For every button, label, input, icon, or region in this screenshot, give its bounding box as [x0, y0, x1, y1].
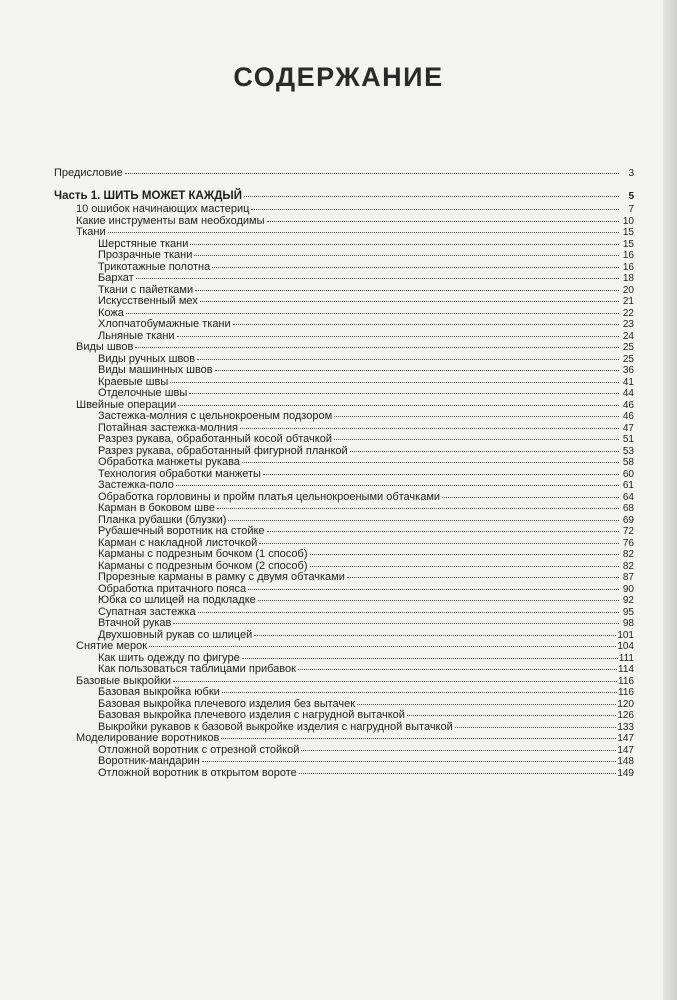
toc-entry-page: 69: [622, 514, 634, 526]
dot-leader: [258, 600, 619, 601]
toc-entry-page: 98: [622, 618, 634, 629]
dot-leader: [173, 623, 619, 624]
dot-leader: [263, 474, 619, 475]
toc-entry: [54, 526, 634, 538]
dot-leader: [212, 267, 619, 268]
toc-entry-label: Карман в боковом шве: [98, 502, 215, 514]
page-title: СОДЕРЖАНИЕ: [233, 62, 444, 92]
toc-entry-page: 87: [622, 572, 634, 583]
dot-leader: [259, 543, 619, 544]
toc-entry: [54, 687, 634, 699]
toc-entry-label: Моделирование воротников: [76, 732, 220, 744]
toc-entry-label: Двухшовный рукав со шлицей: [98, 628, 253, 641]
toc-entry-label: Базовая выкройка юбки: [98, 686, 220, 698]
toc-entry-label: Снятие мерок: [76, 640, 148, 652]
toc-entry: [54, 273, 634, 285]
toc-entry-page: 51: [622, 434, 634, 445]
toc-entry: [54, 227, 634, 239]
toc-entry-label: Обработка горловины и пройм платья цельнокроеными обтачками: [98, 490, 441, 503]
dot-leader: [251, 209, 619, 210]
dot-leader: [108, 232, 619, 233]
dot-leader: [357, 704, 616, 705]
dot-leader: [310, 554, 620, 555]
toc-entry: [54, 250, 634, 262]
toc-entry-page: 149: [617, 767, 634, 779]
toc-entry-label: Краевые швы: [98, 375, 169, 388]
toc-entry-label: Прорезные карманы в рамку с двумя обтачками: [98, 571, 345, 583]
dot-leader: [221, 738, 616, 739]
toc-entry-page: 36: [622, 365, 634, 376]
toc-entry-label: Ткани: [76, 226, 106, 238]
toc-entry: [54, 457, 634, 469]
toc-entry-label: Супатная застежка: [98, 605, 196, 618]
toc-entry-label: Втачной рукав: [98, 617, 172, 629]
toc-entry-page: 47: [622, 422, 634, 434]
toc-entry: [54, 480, 634, 492]
dot-leader: [177, 336, 619, 337]
toc-entry-label: Отложной воротник в открытом вороте: [98, 766, 297, 779]
toc-entry-page: 24: [622, 330, 634, 342]
toc-entry-page: 20: [622, 284, 634, 296]
toc-entry-page: 18: [622, 273, 634, 284]
toc-entry-page: 41: [622, 376, 634, 388]
toc-entry: [54, 768, 634, 780]
dot-leader: [176, 485, 619, 486]
dot-leader: [170, 382, 619, 383]
toc-entry-label: Карман с накладной листочкой: [98, 536, 258, 549]
toc-entry-page: 114: [618, 664, 634, 675]
toc-entry-page: 101: [617, 629, 634, 641]
toc-entry-page: 147: [617, 744, 634, 756]
dot-leader: [215, 370, 619, 371]
toc-entry-page: 147: [617, 733, 634, 744]
toc-entry-label: Выкройки рукавов к базовой выкройке изделия с нагрудной вытачкой: [98, 720, 453, 733]
dot-leader: [125, 173, 619, 174]
dot-leader: [267, 221, 619, 222]
dot-leader: [135, 347, 619, 348]
toc-entry-label: Технология обработки манжеты: [98, 467, 261, 480]
toc-entry-label: Какие инструменты вам необходимы: [76, 214, 265, 227]
toc-entry-page: 7: [628, 204, 634, 215]
toc-entry: [54, 710, 634, 722]
toc-entry: [54, 342, 634, 354]
dot-leader: [189, 393, 619, 394]
toc-entry-page: 104: [617, 641, 634, 652]
toc-entry-label: Как шить одежду по фигуре: [98, 651, 240, 664]
toc-entry: [54, 296, 634, 308]
dot-leader: [407, 715, 616, 716]
toc-entry-page: 46: [622, 399, 634, 411]
toc-entry-page: 64: [622, 491, 634, 503]
dot-leader: [310, 566, 620, 567]
toc-entry-page: 111: [618, 652, 634, 664]
toc-entry-label: Разрез рукава, обработанный фигурной планкой: [98, 444, 348, 457]
toc-entry-label: Хлопчатобумажные ткани: [98, 318, 231, 330]
toc-entry: [54, 572, 634, 584]
page-edge: [663, 0, 677, 1000]
toc-entry-page: 82: [622, 560, 634, 572]
dot-leader: [217, 508, 619, 509]
toc-entry-label: Карманы с подрезным бочком (1 способ): [98, 548, 308, 560]
dot-leader: [190, 244, 619, 245]
toc-entry-page: 116: [618, 675, 634, 687]
toc-entry-label: Застежка-поло: [98, 479, 174, 491]
dot-leader: [126, 313, 619, 314]
toc-entry-page: 126: [617, 710, 634, 721]
dot-leader: [197, 359, 619, 360]
dot-leader: [202, 761, 617, 762]
toc-entry-label: Рубашечный воротник на стойке: [98, 525, 265, 537]
toc-entry-page: 148: [617, 756, 634, 767]
toc-entry-page: 25: [622, 342, 634, 353]
toc-entry-page: 116: [618, 687, 634, 698]
toc-entry: [54, 262, 634, 274]
toc-entry-label: Бархат: [98, 272, 134, 284]
dot-leader: [198, 612, 619, 613]
toc-entry-label: Как пользоваться таблицами прибавок: [98, 663, 296, 675]
toc-entry: [54, 434, 634, 446]
dot-leader: [334, 416, 619, 417]
dot-leader: [242, 658, 618, 659]
toc-entry: [54, 503, 634, 515]
toc-entry-page: 16: [622, 261, 634, 273]
dot-leader: [222, 692, 617, 693]
toc-entry: [54, 204, 634, 216]
toc-entry-label: Потайная застежка-молния: [98, 421, 238, 434]
toc-entry-label: Предисловие: [54, 167, 123, 179]
toc-entry-label: Застежка-молния с цельнокроеным подзором: [98, 410, 333, 422]
toc-entry: [54, 191, 634, 203]
toc-entry-label: Часть 1. ШИТЬ МОЖЕТ КАЖДЫЙ: [54, 190, 242, 202]
toc-entry-label: Трикотажные полотна: [98, 260, 211, 273]
toc-entry-label: Искусственный мех: [98, 295, 198, 307]
toc-entry: [54, 618, 634, 630]
toc-entry-page: 53: [622, 445, 634, 457]
dot-leader: [267, 531, 619, 532]
toc-entry-label: Базовая выкройка плечевого изделия без вытачек: [98, 697, 356, 710]
toc-entry-page: 16: [622, 250, 634, 261]
dot-leader: [334, 439, 619, 440]
toc-entry-page: 10: [622, 215, 634, 227]
dot-leader: [442, 497, 619, 498]
dot-leader: [242, 462, 619, 463]
dot-leader: [178, 405, 619, 406]
toc-entry-label: Виды машинных швов: [98, 364, 213, 376]
dot-leader: [200, 301, 619, 302]
toc-entry: [54, 216, 634, 228]
toc-entry-page: 46: [622, 411, 634, 422]
toc-entry-label: Шерстяные ткани: [98, 237, 189, 250]
toc-entry-label: Базовые выкройки: [76, 674, 172, 687]
toc-entry: [54, 365, 634, 377]
toc-entry-label: Кожа: [98, 306, 124, 319]
toc-entry-page: 60: [622, 468, 634, 480]
toc-entry-label: Карманы с подрезным бочком (2 способ): [98, 559, 308, 572]
dot-leader: [347, 577, 619, 578]
dot-leader: [244, 196, 619, 197]
dot-leader: [194, 255, 619, 256]
toc-entry: [54, 664, 634, 676]
toc-entry-label: Разрез рукава, обработанный косой обтачкой: [98, 433, 332, 445]
toc-entry-page: 90: [622, 583, 634, 595]
toc-entry-page: 25: [622, 353, 634, 365]
toc-entry-page: 23: [622, 319, 634, 330]
toc-entry-page: 82: [622, 549, 634, 560]
toc-entry: [54, 411, 634, 423]
toc-entry-label: Прозрачные ткани: [98, 249, 193, 261]
toc-entry-label: Ткани с пайетками: [98, 283, 194, 296]
dot-leader: [233, 324, 619, 325]
toc-entry-page: 133: [617, 721, 634, 733]
toc-entry-label: Юбка со шлицей на подкладке: [98, 594, 256, 606]
dot-leader: [455, 727, 617, 728]
dot-leader: [149, 646, 616, 647]
toc-entry-page: 21: [622, 296, 634, 307]
toc-entry-page: 92: [622, 595, 634, 606]
toc-entry-label: Воротник-мандарин: [98, 755, 200, 767]
toc-entry-page: 44: [622, 388, 634, 399]
toc-entry: [54, 733, 634, 745]
toc-entry-page: 15: [622, 238, 634, 250]
toc-entry-label: Планка рубашки (блузки): [98, 513, 227, 526]
toc-entry-page: 95: [622, 606, 634, 618]
dot-leader: [228, 520, 619, 521]
toc-entry-label: Отложной воротник с отрезной стойкой: [98, 743, 300, 756]
toc-entry-page: 68: [622, 503, 634, 514]
dot-leader: [195, 290, 619, 291]
toc-entry-label: Виды ручных швов: [98, 352, 196, 365]
toc-entry: [54, 331, 634, 343]
toc-entry-label: Базовая выкройка плечевого изделия с нагрудной вытачкой: [98, 709, 405, 721]
toc-entry-label: Обработка манжеты рукава: [98, 456, 240, 468]
toc-entry-page: 15: [622, 227, 634, 238]
dot-leader: [254, 635, 616, 636]
table-of-contents: [54, 168, 634, 779]
dot-leader: [136, 278, 619, 279]
toc-entry-page: 3: [628, 168, 634, 179]
toc-entry-page: 120: [617, 698, 634, 710]
toc-entry-page: 22: [622, 307, 634, 319]
toc-entry: [54, 168, 634, 180]
toc-entry-page: 72: [622, 526, 634, 537]
toc-entry: [54, 756, 634, 768]
toc-entry-label: Отделочные швы: [98, 387, 188, 399]
dot-leader: [301, 750, 616, 751]
toc-entry-label: Обработка притачного пояса: [98, 582, 247, 595]
toc-entry-label: Виды швов: [76, 341, 134, 353]
dot-leader: [350, 451, 619, 452]
dot-leader: [299, 773, 617, 774]
dot-leader: [240, 428, 619, 429]
toc-entry-page: 76: [622, 537, 634, 549]
toc-entry-page: 61: [622, 480, 634, 491]
dot-leader: [248, 589, 619, 590]
toc-entry: [54, 549, 634, 561]
dot-leader: [173, 681, 617, 682]
toc-entry-page: 5: [628, 191, 634, 202]
toc-entry-label: 10 ошибок начинающих мастериц: [76, 203, 250, 215]
toc-entry: [54, 595, 634, 607]
toc-entry: [54, 388, 634, 400]
toc-entry-label: Льняные ткани: [98, 329, 175, 342]
toc-entry: [54, 319, 634, 331]
dot-leader: [298, 669, 617, 670]
toc-entry-page: 58: [622, 457, 634, 468]
toc-entry: [54, 641, 634, 653]
toc-entry-label: Швейные операции: [76, 398, 177, 411]
